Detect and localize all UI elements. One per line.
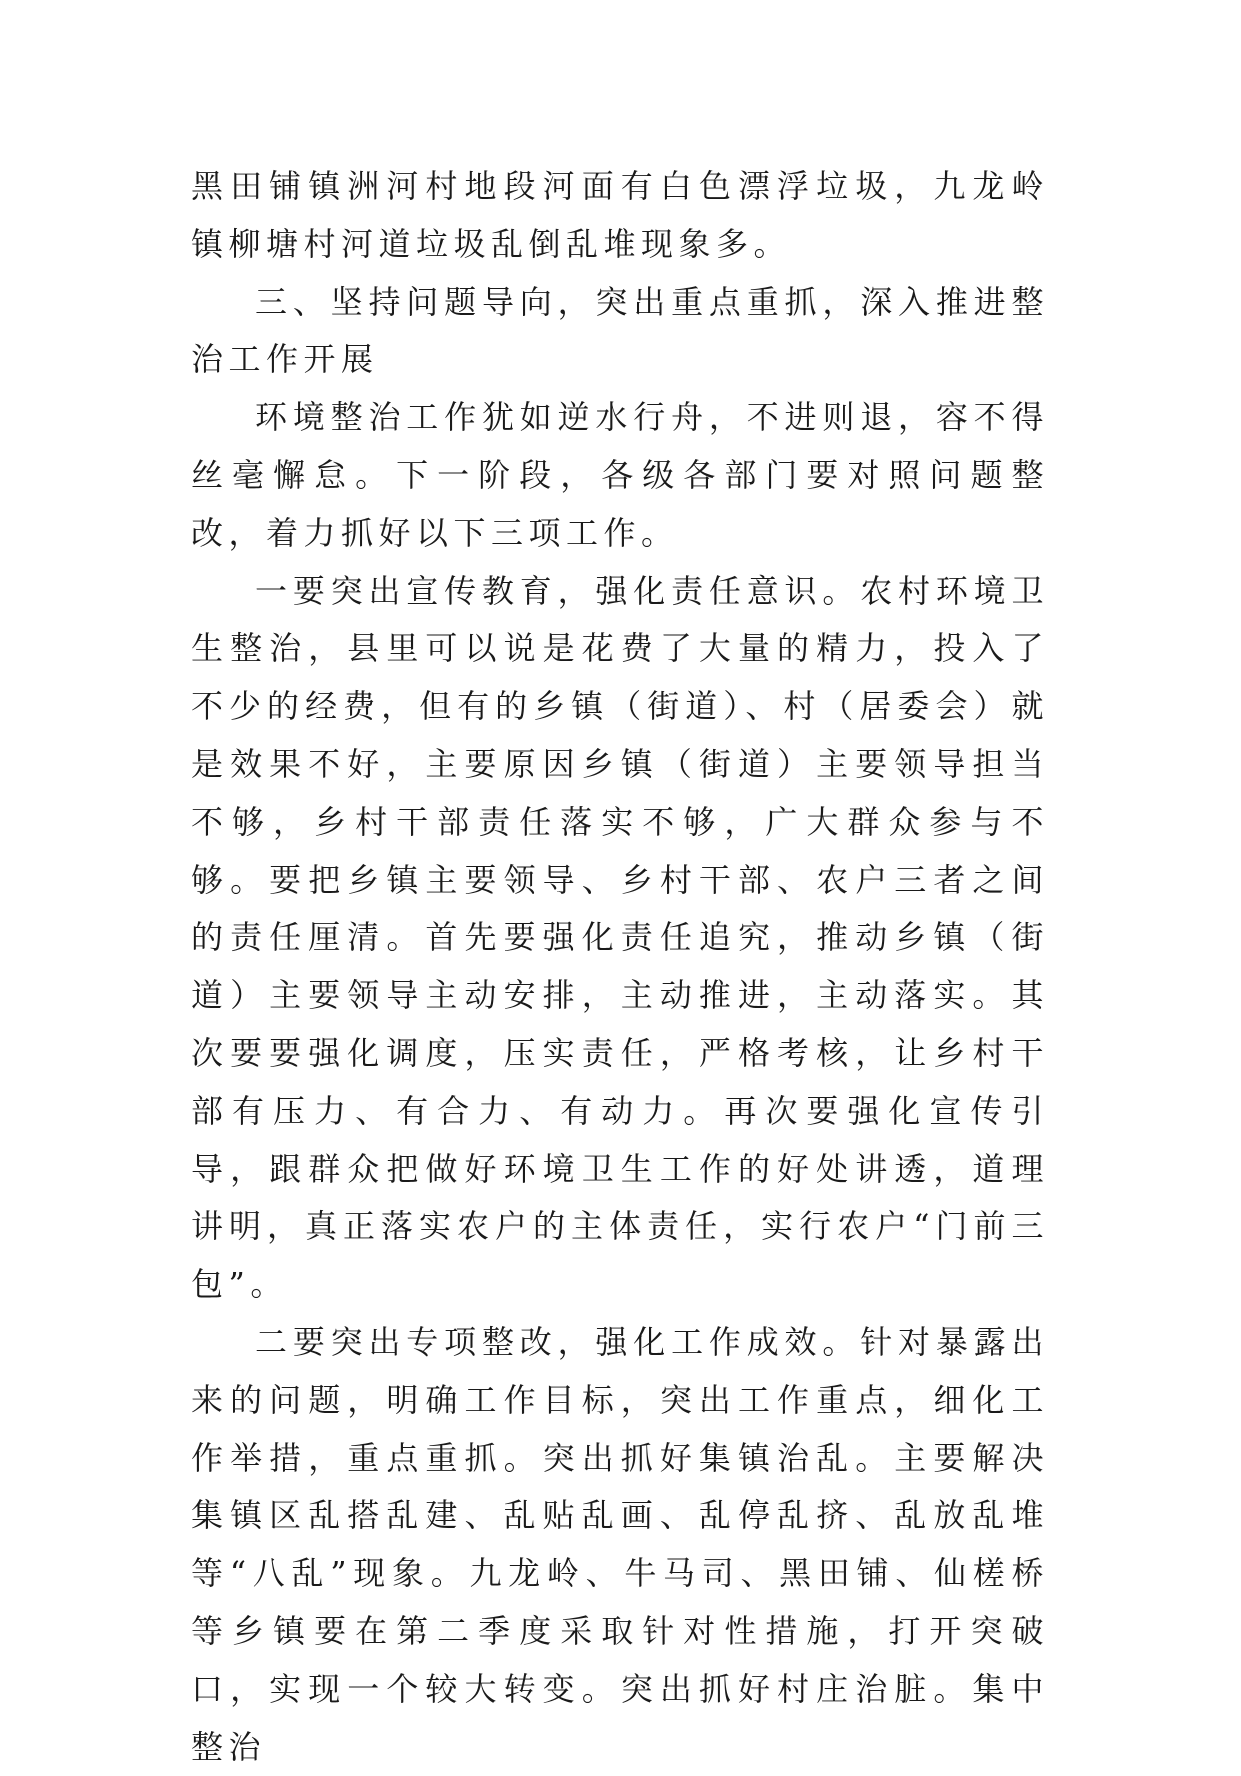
paragraph-item-one: 一要突出宣传教育，强化责任意识。农村环境卫生整治，县里可以说是花费了大量的精力，投入了不少的经费，但有的乡镇（街道）、村（居委会）就是效果不好，主要原因乡镇（街道）主要领导担当不够，乡村干部责任落实不够，广大群众参与不够。要把乡镇主要领导、乡村干部、农户三者之间的责任厘清。首先要强化责任追究，推动乡镇（街道）主要领导主动安排，主动推进，主动落实。其次要要强化调度，压实责任，严格考核，让乡村干部有压力、有合力、有动力。再次要强化宣传引导，跟群众把做好环境卫生工作的好处讲透，道理讲明，真正落实农户的主体责任，实行农户“门前三包”。 bbox=[191, 571, 1049, 1304]
paragraph-intro: 环境整治工作犹如逆水行舟，不进则退，容不得丝毫懈怠。下一阶段，各级各部门要对照问题整改，着力抓好以下三项工作。 bbox=[191, 398, 1049, 552]
paragraph-continuation: 黑田铺镇洲河村地段河面有白色漂浮垃圾，九龙岭镇柳塘村河道垃圾乱倒乱堆现象多。 bbox=[191, 167, 1049, 263]
paragraph-item-two: 二要突出专项整改，强化工作成效。针对暴露出来的问题，明确工作目标，突出工作重点，细化工作举措，重点重抓。突出抓好集镇治乱。主要解决集镇区乱搭乱建、乱贴乱画、乱停乱挤、乱放乱堆等“八乱”现象。九龙岭、牛马司、黑田铺、仙槎桥等乡镇要在第二季度采取针对性措施，打开突破口，实现一个较大转变。突出抓好村庄治脏。集中整治 bbox=[191, 1322, 1049, 1766]
document-body bbox=[191, 158, 1049, 1776]
section-heading: 三、坚持问题导向，突出重点重抓，深入推进整治工作开展 bbox=[191, 282, 1049, 379]
